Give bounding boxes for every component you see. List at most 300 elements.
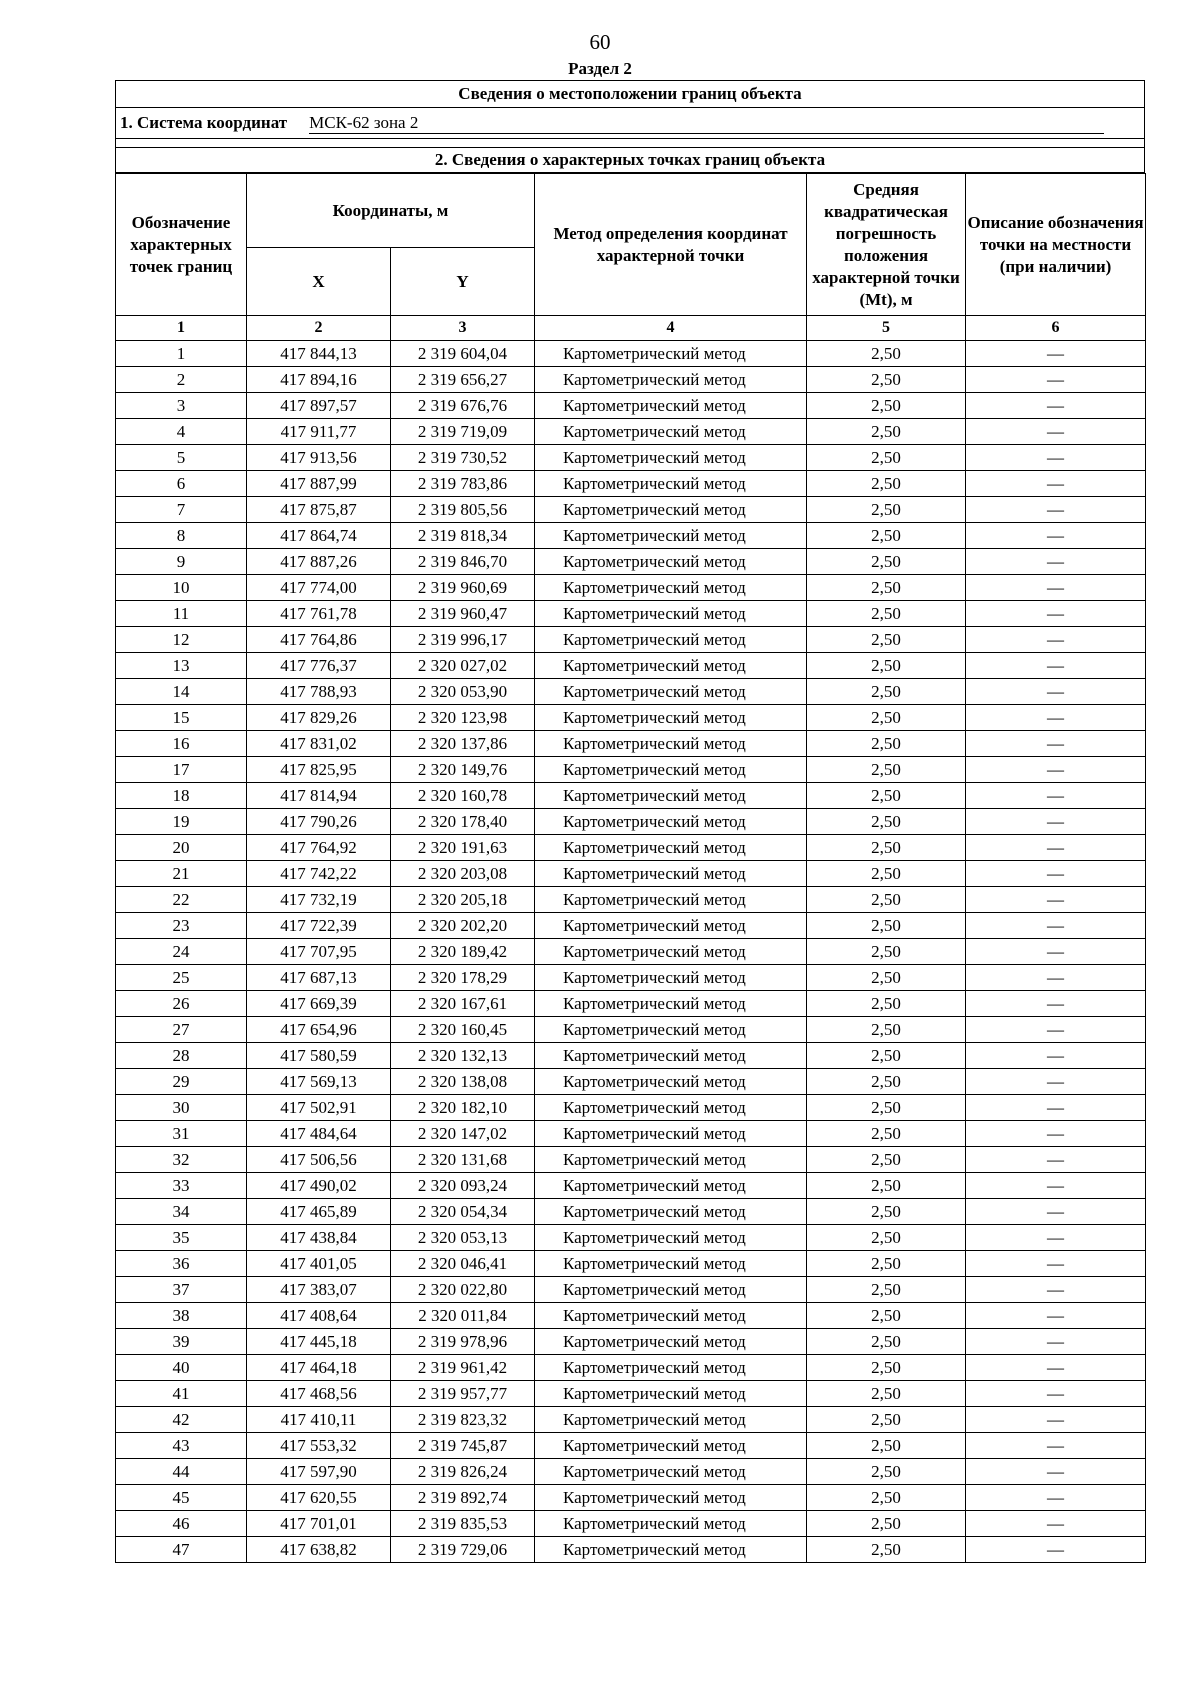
coord-y: 2 320 137,86: [391, 731, 535, 757]
method: Картометрический метод: [535, 1433, 807, 1459]
coord-y: 2 320 191,63: [391, 835, 535, 861]
error-value: 2,50: [807, 1095, 966, 1121]
table-row: [116, 1173, 1146, 1199]
method: Картометрический метод: [535, 1225, 807, 1251]
coord-y: 2 319 996,17: [391, 627, 535, 653]
error-value: 2,50: [807, 1225, 966, 1251]
error-value: 2,50: [807, 1173, 966, 1199]
point-number: 1: [116, 341, 247, 367]
method: Картометрический метод: [535, 445, 807, 471]
description: —: [966, 809, 1146, 835]
method: Картометрический метод: [535, 1277, 807, 1303]
error-value: 2,50: [807, 419, 966, 445]
description: —: [966, 1511, 1146, 1537]
description: —: [966, 1147, 1146, 1173]
method: Картометрический метод: [535, 731, 807, 757]
method: Картометрический метод: [535, 1511, 807, 1537]
column-number: 5: [807, 316, 966, 341]
point-number: 31: [116, 1121, 247, 1147]
method: Картометрический метод: [535, 835, 807, 861]
method: Картометрический метод: [535, 393, 807, 419]
header-x: X: [247, 248, 391, 316]
coord-y: 2 320 178,40: [391, 809, 535, 835]
table-row: [116, 1277, 1146, 1303]
header-error: Средняя квадратическая погрешность положения характерной точки (Mt), м: [807, 174, 966, 316]
point-number: 16: [116, 731, 247, 757]
error-value: 2,50: [807, 991, 966, 1017]
method: Картометрический метод: [535, 1043, 807, 1069]
coord-x: 417 831,02: [247, 731, 391, 757]
coord-x: 417 707,95: [247, 939, 391, 965]
error-value: 2,50: [807, 1251, 966, 1277]
coord-y: 2 320 167,61: [391, 991, 535, 1017]
error-value: 2,50: [807, 913, 966, 939]
error-value: 2,50: [807, 783, 966, 809]
description: —: [966, 1095, 1146, 1121]
description: —: [966, 1407, 1146, 1433]
coord-x: 417 825,95: [247, 757, 391, 783]
table-row: [116, 445, 1146, 471]
coord-y: 2 319 730,52: [391, 445, 535, 471]
method: Картометрический метод: [535, 1381, 807, 1407]
error-value: 2,50: [807, 1017, 966, 1043]
method: Картометрический метод: [535, 783, 807, 809]
point-number: 44: [116, 1459, 247, 1485]
description: —: [966, 627, 1146, 653]
description: —: [966, 1303, 1146, 1329]
coord-y: 2 320 131,68: [391, 1147, 535, 1173]
coord-y: 2 320 053,90: [391, 679, 535, 705]
coord-y: 2 320 205,18: [391, 887, 535, 913]
column-numbers-row: [116, 316, 1146, 341]
coord-y: 2 320 132,13: [391, 1043, 535, 1069]
coord-y: 2 319 745,87: [391, 1433, 535, 1459]
coord-x: 417 764,92: [247, 835, 391, 861]
point-number: 8: [116, 523, 247, 549]
coord-x: 417 401,05: [247, 1251, 391, 1277]
point-number: 35: [116, 1225, 247, 1251]
point-number: 3: [116, 393, 247, 419]
error-value: 2,50: [807, 965, 966, 991]
coord-x: 417 484,64: [247, 1121, 391, 1147]
point-number: 46: [116, 1511, 247, 1537]
coord-x: 417 788,93: [247, 679, 391, 705]
method: Картометрический метод: [535, 471, 807, 497]
description: —: [966, 1043, 1146, 1069]
coord-x: 417 408,64: [247, 1303, 391, 1329]
table-row: [116, 1121, 1146, 1147]
method: Картометрический метод: [535, 1355, 807, 1381]
coord-x: 417 764,86: [247, 627, 391, 653]
coord-x: 417 911,77: [247, 419, 391, 445]
description: —: [966, 1069, 1146, 1095]
point-number: 26: [116, 991, 247, 1017]
coord-x: 417 776,37: [247, 653, 391, 679]
coord-x: 417 844,13: [247, 341, 391, 367]
coord-x: 417 887,99: [247, 471, 391, 497]
description: —: [966, 887, 1146, 913]
header-y: Y: [391, 248, 535, 316]
error-value: 2,50: [807, 1381, 966, 1407]
point-number: 20: [116, 835, 247, 861]
method: Картометрический метод: [535, 1459, 807, 1485]
coord-x: 417 913,56: [247, 445, 391, 471]
point-number: 43: [116, 1433, 247, 1459]
table-row: [116, 1329, 1146, 1355]
point-number: 28: [116, 1043, 247, 1069]
coord-x: 417 506,56: [247, 1147, 391, 1173]
coord-y: 2 319 960,47: [391, 601, 535, 627]
table-row: [116, 1381, 1146, 1407]
description: —: [966, 1121, 1146, 1147]
point-number: 41: [116, 1381, 247, 1407]
point-number: 36: [116, 1251, 247, 1277]
coord-x: 417 410,11: [247, 1407, 391, 1433]
method: Картометрический метод: [535, 627, 807, 653]
coord-x: 417 894,16: [247, 367, 391, 393]
header-method: Метод определения координат характерной точки: [535, 174, 807, 316]
point-number: 4: [116, 419, 247, 445]
description: —: [966, 1173, 1146, 1199]
points-table: [115, 173, 1146, 1563]
coord-y: 2 320 160,45: [391, 1017, 535, 1043]
error-value: 2,50: [807, 731, 966, 757]
error-value: 2,50: [807, 1407, 966, 1433]
coord-x: 417 620,55: [247, 1485, 391, 1511]
method: Картометрический метод: [535, 757, 807, 783]
table-row: [116, 783, 1146, 809]
coord-x: 417 864,74: [247, 523, 391, 549]
coord-y: 2 319 823,32: [391, 1407, 535, 1433]
table-row: [116, 471, 1146, 497]
coord-y: 2 320 182,10: [391, 1095, 535, 1121]
point-number: 32: [116, 1147, 247, 1173]
error-value: 2,50: [807, 1043, 966, 1069]
point-number: 45: [116, 1485, 247, 1511]
coord-y: 2 320 202,20: [391, 913, 535, 939]
coord-x: 417 761,78: [247, 601, 391, 627]
point-number: 21: [116, 861, 247, 887]
points-title: 2. Сведения о характерных точках границ объекта: [116, 148, 1145, 173]
coord-x: 417 383,07: [247, 1277, 391, 1303]
header-spacer: [116, 139, 1145, 148]
error-value: 2,50: [807, 601, 966, 627]
method: Картометрический метод: [535, 1537, 807, 1563]
coord-y: 2 319 676,76: [391, 393, 535, 419]
table-row: [116, 887, 1146, 913]
point-number: 33: [116, 1173, 247, 1199]
point-number: 34: [116, 1199, 247, 1225]
section-label: Раздел 2: [568, 59, 632, 78]
method: Картометрический метод: [535, 1095, 807, 1121]
table-row: [116, 965, 1146, 991]
coord-x: 417 569,13: [247, 1069, 391, 1095]
table-row: [116, 731, 1146, 757]
coord-x: 417 502,91: [247, 1095, 391, 1121]
method: Картометрический метод: [535, 575, 807, 601]
error-value: 2,50: [807, 497, 966, 523]
method: Картометрический метод: [535, 1329, 807, 1355]
coord-y: 2 320 160,78: [391, 783, 535, 809]
description: —: [966, 341, 1146, 367]
coord-y: 2 319 960,69: [391, 575, 535, 601]
coord-y: 2 320 189,42: [391, 939, 535, 965]
header-table: [115, 80, 1145, 173]
method: Картометрический метод: [535, 1121, 807, 1147]
description: —: [966, 419, 1146, 445]
coord-x: 417 742,22: [247, 861, 391, 887]
method: Картометрический метод: [535, 523, 807, 549]
error-value: 2,50: [807, 1433, 966, 1459]
table-row: [116, 1537, 1146, 1563]
coord-x: 417 490,02: [247, 1173, 391, 1199]
error-value: 2,50: [807, 705, 966, 731]
coord-x: 417 897,57: [247, 393, 391, 419]
point-number: 24: [116, 939, 247, 965]
table-row: [116, 1303, 1146, 1329]
method: Картометрический метод: [535, 1485, 807, 1511]
coord-y: 2 319 805,56: [391, 497, 535, 523]
coord-y: 2 320 011,84: [391, 1303, 535, 1329]
description: —: [966, 653, 1146, 679]
coord-y: 2 319 604,04: [391, 341, 535, 367]
error-value: 2,50: [807, 757, 966, 783]
point-number: 5: [116, 445, 247, 471]
method: Картометрический метод: [535, 1173, 807, 1199]
point-number: 6: [116, 471, 247, 497]
table-row: [116, 991, 1146, 1017]
description: —: [966, 601, 1146, 627]
coord-x: 417 654,96: [247, 1017, 391, 1043]
description: —: [966, 1277, 1146, 1303]
table-row: [116, 627, 1146, 653]
method: Картометрический метод: [535, 939, 807, 965]
coord-x: 417 468,56: [247, 1381, 391, 1407]
method: Картометрический метод: [535, 1407, 807, 1433]
header-description: Описание обозначения точки на местности (при наличии): [966, 174, 1146, 316]
error-value: 2,50: [807, 1199, 966, 1225]
error-value: 2,50: [807, 1485, 966, 1511]
coord-y: 2 320 203,08: [391, 861, 535, 887]
table-row: [116, 1095, 1146, 1121]
column-number: 1: [116, 316, 247, 341]
point-number: 25: [116, 965, 247, 991]
header-coords: Координаты, м: [247, 174, 535, 248]
table-row: [116, 341, 1146, 367]
point-number: 12: [116, 627, 247, 653]
description: —: [966, 939, 1146, 965]
error-value: 2,50: [807, 939, 966, 965]
error-value: 2,50: [807, 835, 966, 861]
error-value: 2,50: [807, 445, 966, 471]
table-row: [116, 1043, 1146, 1069]
coord-y: 2 320 022,80: [391, 1277, 535, 1303]
table-row: [116, 939, 1146, 965]
point-number: 30: [116, 1095, 247, 1121]
error-value: 2,50: [807, 1069, 966, 1095]
column-number: 4: [535, 316, 807, 341]
point-number: 19: [116, 809, 247, 835]
description: —: [966, 913, 1146, 939]
coord-x: 417 438,84: [247, 1225, 391, 1251]
table-row: [116, 1459, 1146, 1485]
error-value: 2,50: [807, 393, 966, 419]
method: Картометрический метод: [535, 1303, 807, 1329]
description: —: [966, 965, 1146, 991]
point-number: 17: [116, 757, 247, 783]
coord-y: 2 320 053,13: [391, 1225, 535, 1251]
coord-x: 417 732,19: [247, 887, 391, 913]
coord-y: 2 319 818,34: [391, 523, 535, 549]
header-designation: Обозначение характерных точек границ: [116, 174, 247, 316]
table-row: [116, 419, 1146, 445]
coord-x: 417 445,18: [247, 1329, 391, 1355]
method: Картометрический метод: [535, 549, 807, 575]
table-row: [116, 835, 1146, 861]
table-row: [116, 1251, 1146, 1277]
table-row: [116, 1407, 1146, 1433]
description: —: [966, 575, 1146, 601]
description: —: [966, 523, 1146, 549]
coord-y: 2 320 046,41: [391, 1251, 535, 1277]
description: —: [966, 1355, 1146, 1381]
description: —: [966, 471, 1146, 497]
point-number: 10: [116, 575, 247, 601]
coord-y: 2 319 656,27: [391, 367, 535, 393]
table-row: [116, 1199, 1146, 1225]
error-value: 2,50: [807, 627, 966, 653]
error-value: 2,50: [807, 887, 966, 913]
coord-x: 417 774,00: [247, 575, 391, 601]
coord-y: 2 319 835,53: [391, 1511, 535, 1537]
method: Картометрический метод: [535, 1147, 807, 1173]
table-row: [116, 549, 1146, 575]
coord-y: 2 320 178,29: [391, 965, 535, 991]
point-number: 37: [116, 1277, 247, 1303]
point-number: 9: [116, 549, 247, 575]
table-row: [116, 861, 1146, 887]
table-row: [116, 575, 1146, 601]
error-value: 2,50: [807, 523, 966, 549]
coord-x: 417 790,26: [247, 809, 391, 835]
error-value: 2,50: [807, 367, 966, 393]
point-number: 18: [116, 783, 247, 809]
coord-y: 2 319 826,24: [391, 1459, 535, 1485]
point-number: 40: [116, 1355, 247, 1381]
coord-y: 2 320 147,02: [391, 1121, 535, 1147]
table-row: [116, 1433, 1146, 1459]
coord-y: 2 319 978,96: [391, 1329, 535, 1355]
coord-y: 2 320 149,76: [391, 757, 535, 783]
description: —: [966, 1017, 1146, 1043]
error-value: 2,50: [807, 861, 966, 887]
method: Картометрический метод: [535, 679, 807, 705]
table-row: [116, 705, 1146, 731]
coord-x: 417 829,26: [247, 705, 391, 731]
point-number: 42: [116, 1407, 247, 1433]
boundary-points-sheet: [115, 80, 1145, 1563]
coord-x: 417 722,39: [247, 913, 391, 939]
table-row: [116, 393, 1146, 419]
description: —: [966, 393, 1146, 419]
coord-y: 2 319 961,42: [391, 1355, 535, 1381]
coord-y: 2 319 729,06: [391, 1537, 535, 1563]
coord-x: 417 597,90: [247, 1459, 391, 1485]
description: —: [966, 367, 1146, 393]
error-value: 2,50: [807, 341, 966, 367]
table-row: [116, 1511, 1146, 1537]
description: —: [966, 705, 1146, 731]
point-number: 38: [116, 1303, 247, 1329]
method: Картометрический метод: [535, 861, 807, 887]
coord-x: 417 580,59: [247, 1043, 391, 1069]
coord-y: 2 320 027,02: [391, 653, 535, 679]
coord-x: 417 464,18: [247, 1355, 391, 1381]
error-value: 2,50: [807, 575, 966, 601]
coord-y: 2 319 892,74: [391, 1485, 535, 1511]
error-value: 2,50: [807, 1355, 966, 1381]
error-value: 2,50: [807, 1121, 966, 1147]
table-row: [116, 1069, 1146, 1095]
error-value: 2,50: [807, 1147, 966, 1173]
coord-x: 417 687,13: [247, 965, 391, 991]
description: —: [966, 1225, 1146, 1251]
column-number: 6: [966, 316, 1146, 341]
point-number: 39: [116, 1329, 247, 1355]
description: —: [966, 445, 1146, 471]
method: Картометрический метод: [535, 341, 807, 367]
point-number: 7: [116, 497, 247, 523]
description: —: [966, 1433, 1146, 1459]
description: —: [966, 1381, 1146, 1407]
method: Картометрический метод: [535, 965, 807, 991]
table-row: [116, 809, 1146, 835]
description: —: [966, 835, 1146, 861]
point-number: 11: [116, 601, 247, 627]
coord-x: 417 701,01: [247, 1511, 391, 1537]
point-number: 13: [116, 653, 247, 679]
point-number: 22: [116, 887, 247, 913]
description: —: [966, 783, 1146, 809]
table-row: [116, 601, 1146, 627]
coord-x: 417 465,89: [247, 1199, 391, 1225]
method: Картометрический метод: [535, 1199, 807, 1225]
method: Картометрический метод: [535, 913, 807, 939]
method: Картометрический метод: [535, 1069, 807, 1095]
coord-y: 2 319 783,86: [391, 471, 535, 497]
description: —: [966, 757, 1146, 783]
table-row: [116, 653, 1146, 679]
coord-y: 2 319 719,09: [391, 419, 535, 445]
table-row: [116, 1485, 1146, 1511]
description: —: [966, 1485, 1146, 1511]
table-row: [116, 497, 1146, 523]
table-title: Сведения о местоположении границ объекта: [116, 81, 1145, 108]
coord-y: 2 320 054,34: [391, 1199, 535, 1225]
description: —: [966, 1251, 1146, 1277]
column-number: 2: [247, 316, 391, 341]
column-number: 3: [391, 316, 535, 341]
error-value: 2,50: [807, 1329, 966, 1355]
error-value: 2,50: [807, 1511, 966, 1537]
table-row: [116, 1225, 1146, 1251]
method: Картометрический метод: [535, 653, 807, 679]
point-number: 2: [116, 367, 247, 393]
error-value: 2,50: [807, 679, 966, 705]
method: Картометрический метод: [535, 1017, 807, 1043]
coord-y: 2 319 957,77: [391, 1381, 535, 1407]
error-value: 2,50: [807, 1459, 966, 1485]
